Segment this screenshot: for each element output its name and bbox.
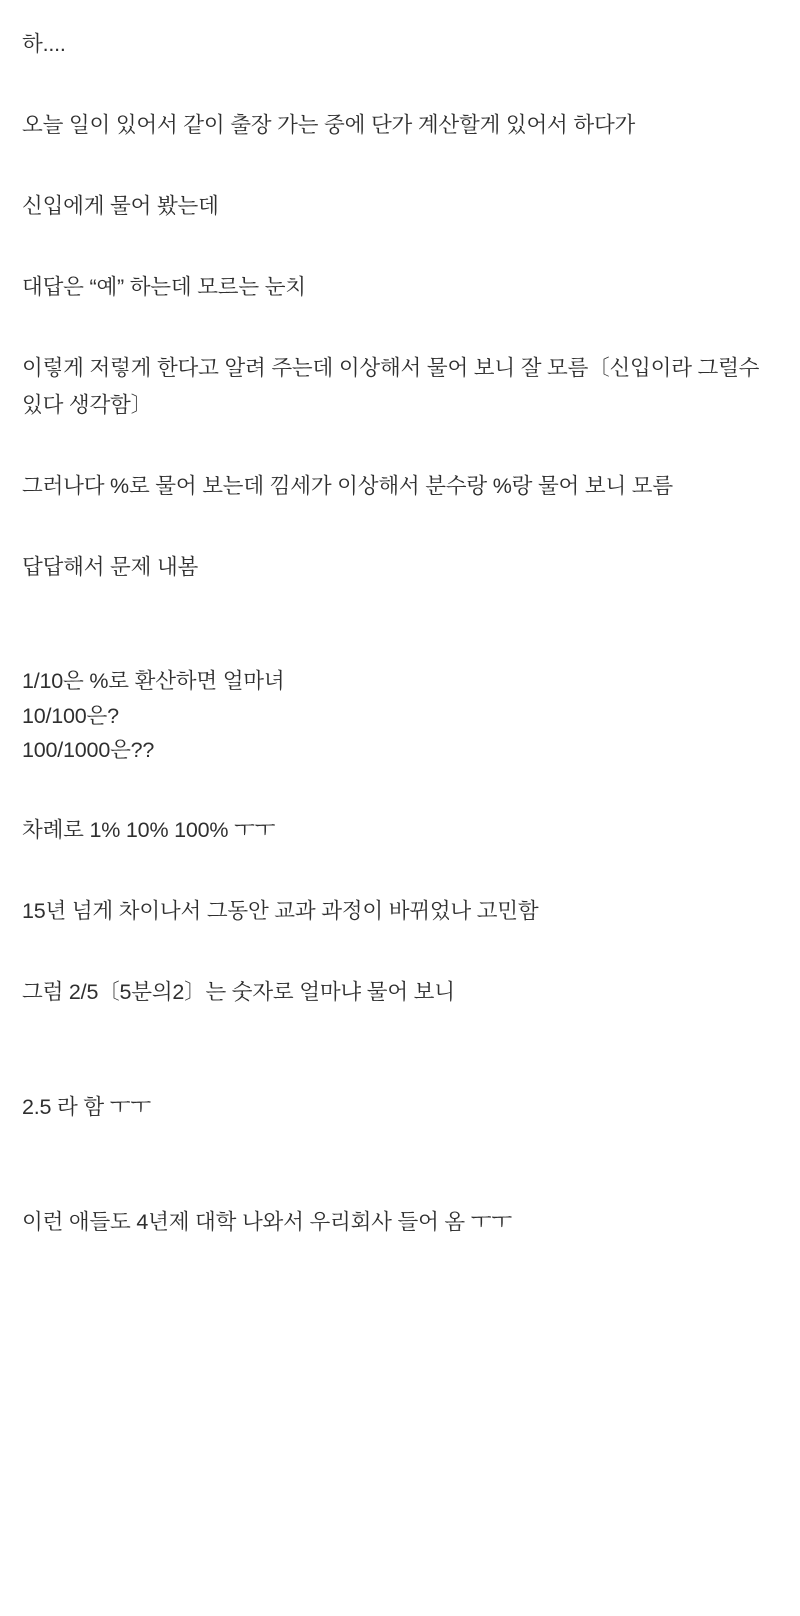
quiz-question-line: 1/10은 %로 환산하면 얼마녀 bbox=[22, 668, 285, 693]
paragraph-spacer bbox=[22, 144, 778, 188]
post-paragraph: 15년 넘게 차이나서 그동안 교과 과정이 바뀌었나 고민함 bbox=[22, 899, 539, 924]
post-paragraph: 신입에게 물어 봤는데 bbox=[22, 193, 219, 218]
paragraph-spacer bbox=[22, 849, 778, 893]
paragraph-spacer bbox=[22, 225, 778, 269]
post-paragraph: 대답은 “예” 하는데 모르는 눈치 bbox=[22, 274, 306, 299]
post-paragraph: 2.5 라 함 ㅜㅜ bbox=[22, 1095, 151, 1120]
paragraph-spacer bbox=[22, 930, 778, 974]
quiz-question-line: 10/100은? bbox=[22, 703, 119, 728]
post-paragraph: 이렇게 저렇게 한다고 알려 주는데 이상해서 물어 보니 잘 모름〔신입이라 그럴수 있다 생각함〕 bbox=[22, 355, 766, 417]
post-paragraph: 이런 애들도 4년제 대학 나와서 우리회사 들어 옴 ㅜㅜ bbox=[22, 1210, 512, 1235]
post-paragraph: 그러나다 %로 물어 보는데 낌세가 이상해서 분수랑 %랑 물어 보니 모름 bbox=[22, 473, 673, 498]
paragraph-spacer bbox=[22, 424, 778, 468]
post-paragraph: 그럼 2/5〔5분의2〕는 숫자로 얼마냐 물어 보니 bbox=[22, 980, 455, 1005]
post-paragraph: 오늘 일이 있어서 같이 출장 가는 중에 단가 계산할게 있어서 하다가 bbox=[22, 112, 636, 137]
post-paragraph: 하.... bbox=[22, 32, 66, 56]
paragraph-spacer bbox=[22, 1011, 778, 1089]
post-paragraph: 답답해서 문제 내봄 bbox=[22, 554, 199, 579]
paragraph-spacer bbox=[22, 505, 778, 549]
paragraph-spacer bbox=[22, 586, 778, 664]
paragraph-spacer bbox=[22, 306, 778, 350]
paragraph-spacer bbox=[22, 768, 778, 812]
paragraph-spacer bbox=[22, 1126, 778, 1204]
paragraph-spacer bbox=[22, 63, 778, 107]
quiz-question-line: 100/1000은?? bbox=[22, 738, 155, 763]
post-body bbox=[22, 26, 778, 1241]
post-paragraph: 차례로 1% 10% 100% ㅜㅜ bbox=[22, 818, 276, 843]
